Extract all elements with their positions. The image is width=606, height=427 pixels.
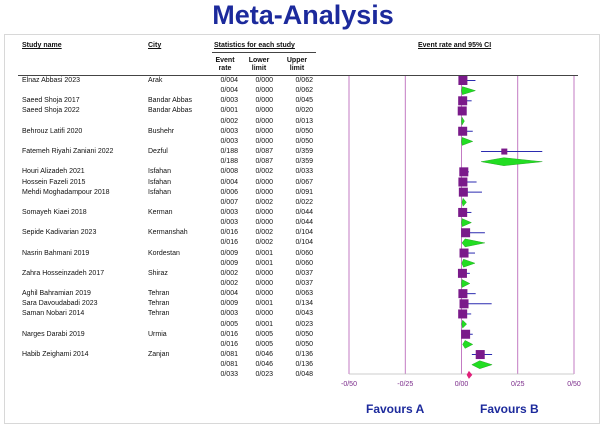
- city-cell: Zanjan: [148, 351, 170, 359]
- upper-limit-cell: 0/050: [295, 137, 313, 145]
- header-event-rate-line2: rate: [218, 65, 232, 72]
- event-rate-cell: 0/003: [220, 310, 238, 318]
- subgroup-diamond: [462, 239, 485, 247]
- lower-limit-cell: 0/000: [255, 137, 273, 145]
- event-rate-cell: 0/006: [220, 188, 238, 196]
- study-marker: [501, 149, 507, 155]
- lower-limit-cell: 0/005: [255, 340, 273, 348]
- upper-limit-cell: 0/050: [295, 127, 313, 135]
- study-marker: [458, 127, 467, 136]
- header-statistics: Statistics for each study: [214, 42, 295, 49]
- lower-limit-cell: 0/002: [255, 198, 273, 206]
- upper-limit-cell: 0/050: [295, 330, 313, 338]
- event-rate-cell: 0/003: [220, 219, 238, 227]
- subgroup-diamond: [463, 340, 473, 348]
- lower-limit-cell: 0/002: [255, 229, 273, 237]
- x-tick-label: -0/50: [341, 381, 357, 388]
- subgroup-diamond: [462, 280, 470, 288]
- lower-limit-cell: 0/002: [255, 168, 273, 176]
- upper-limit-cell: 0/037: [295, 269, 313, 277]
- city-cell: Tehran: [148, 290, 170, 298]
- subgroup-diamond: [462, 117, 465, 125]
- upper-limit-cell: 0/063: [295, 290, 313, 298]
- upper-limit-cell: 0/062: [295, 87, 313, 95]
- study-name-cell: Nasrin Bahmani 2019: [22, 249, 90, 257]
- upper-limit-cell: 0/136: [295, 361, 313, 369]
- city-cell: Isfahan: [148, 178, 171, 186]
- lower-limit-cell: 0/000: [255, 188, 273, 196]
- x-tick-label: 0/00: [454, 381, 469, 388]
- event-rate-cell: 0/033: [220, 371, 238, 379]
- study-name-cell: Houri Alizadeh 2021: [22, 168, 85, 176]
- study-name-cell: Behrouz Latifi 2020: [22, 127, 83, 135]
- study-name-cell: Fatemeh Riyahi Zaniani 2022: [22, 148, 114, 156]
- lower-limit-cell: 0/000: [255, 178, 273, 186]
- event-rate-cell: 0/008: [220, 168, 238, 176]
- study-marker: [459, 167, 468, 176]
- lower-limit-cell: 0/001: [255, 320, 273, 328]
- upper-limit-cell: 0/060: [295, 259, 313, 267]
- study-name-cell: Mehdi Moghadampour 2018: [22, 188, 110, 196]
- upper-limit-cell: 0/062: [295, 77, 313, 84]
- upper-limit-cell: 0/104: [295, 229, 313, 237]
- page-title: Meta-Analysis: [212, 0, 394, 30]
- upper-limit-cell: 0/023: [295, 320, 313, 328]
- event-rate-cell: 0/016: [220, 239, 238, 247]
- study-marker: [460, 249, 469, 258]
- upper-limit-cell: 0/044: [295, 208, 313, 216]
- study-marker: [458, 309, 467, 318]
- study-name-cell: Zahra Hosseinzadeh 2017: [22, 269, 105, 277]
- lower-limit-cell: 0/000: [255, 269, 273, 277]
- upper-limit-cell: 0/048: [295, 371, 313, 379]
- header-lower-limit-line2: limit: [251, 65, 267, 72]
- lower-limit-cell: 0/005: [255, 330, 273, 338]
- lower-limit-cell: 0/087: [255, 158, 273, 166]
- subgroup-diamond: [462, 198, 467, 206]
- header-city: City: [148, 42, 162, 49]
- lower-limit-cell: 0/001: [255, 300, 273, 308]
- header-lower-limit-line1: Lower: [248, 57, 270, 64]
- header-upper-limit-line2: limit: [289, 65, 305, 72]
- study-name-cell: Saeed Shoja 2022: [22, 107, 80, 115]
- event-rate-cell: 0/188: [220, 158, 238, 166]
- event-rate-cell: 0/004: [220, 290, 238, 298]
- header-study-name: Study name: [22, 42, 62, 49]
- study-name-cell: Aghil Bahramian 2019: [22, 290, 91, 298]
- city-cell: Kerman: [148, 208, 173, 216]
- event-rate-cell: 0/002: [220, 280, 238, 287]
- lower-limit-cell: 0/000: [255, 127, 273, 135]
- upper-limit-cell: 0/134: [295, 300, 313, 308]
- event-rate-cell: 0/009: [220, 259, 238, 267]
- lower-limit-cell: 0/000: [255, 280, 273, 287]
- event-rate-cell: 0/004: [220, 87, 238, 95]
- subgroup-diamond: [462, 219, 472, 227]
- city-cell: Arak: [148, 77, 163, 84]
- study-name-cell: Saeed Shoja 2017: [22, 97, 80, 105]
- upper-limit-cell: 0/067: [295, 178, 313, 186]
- header-plot: Event rate and 95% CI: [418, 42, 492, 49]
- event-rate-cell: 0/188: [220, 148, 238, 156]
- event-rate-cell: 0/005: [220, 320, 238, 328]
- upper-limit-cell: 0/045: [295, 97, 313, 105]
- study-marker: [458, 178, 467, 187]
- study-marker: [458, 269, 467, 278]
- event-rate-cell: 0/003: [220, 127, 238, 135]
- city-cell: Kermanshah: [148, 229, 188, 237]
- lower-limit-cell: 0/000: [255, 290, 273, 298]
- lower-limit-cell: 0/001: [255, 249, 273, 257]
- subgroup-diamond: [462, 259, 475, 267]
- study-marker: [476, 350, 485, 359]
- event-rate-cell: 0/004: [220, 178, 238, 186]
- study-marker: [460, 299, 469, 308]
- upper-limit-cell: 0/033: [295, 168, 313, 176]
- study-name-cell: Hossein Fazeli 2015: [22, 178, 86, 186]
- city-cell: Tehran: [148, 310, 170, 318]
- favours-a-label: Favours A: [366, 402, 425, 416]
- study-name-cell: Elnaz Abbasi 2023: [22, 77, 80, 84]
- study-marker: [461, 330, 470, 339]
- event-rate-cell: 0/009: [220, 249, 238, 257]
- event-rate-cell: 0/001: [220, 107, 238, 115]
- study-name-cell: Sepide Kadivarian 2023: [22, 229, 97, 237]
- city-cell: Bushehr: [148, 127, 175, 135]
- subgroup-diamond: [462, 320, 467, 328]
- upper-limit-cell: 0/050: [295, 340, 313, 348]
- study-marker: [461, 228, 470, 237]
- upper-limit-cell: 0/013: [295, 117, 313, 125]
- city-cell: Urmia: [148, 330, 167, 338]
- study-marker: [459, 188, 468, 197]
- subgroup-diamond: [462, 87, 476, 95]
- event-rate-cell: 0/003: [220, 208, 238, 216]
- event-rate-cell: 0/002: [220, 269, 238, 277]
- subgroup-diamond: [481, 158, 542, 166]
- lower-limit-cell: 0/000: [255, 117, 273, 125]
- lower-limit-cell: 0/000: [255, 77, 273, 84]
- study-name-cell: Habib Zeighami 2014: [22, 351, 89, 359]
- x-tick-label: 0/50: [567, 381, 581, 388]
- event-rate-cell: 0/004: [220, 77, 238, 84]
- event-rate-cell: 0/016: [220, 229, 238, 237]
- lower-limit-cell: 0/000: [255, 107, 273, 115]
- study-name-cell: Narges Darabi 2019: [22, 330, 85, 338]
- lower-limit-cell: 0/000: [255, 97, 273, 105]
- event-rate-cell: 0/016: [220, 340, 238, 348]
- event-rate-cell: 0/003: [220, 137, 238, 145]
- city-cell: Bandar Abbas: [148, 97, 192, 105]
- study-marker: [458, 76, 467, 85]
- city-cell: Shiraz: [148, 269, 168, 277]
- lower-limit-cell: 0/002: [255, 239, 273, 247]
- lower-limit-cell: 0/023: [255, 371, 273, 379]
- event-rate-cell: 0/081: [220, 351, 238, 359]
- x-tick-label: 0/25: [510, 381, 525, 388]
- study-marker: [458, 96, 467, 105]
- lower-limit-cell: 0/000: [255, 87, 273, 95]
- study-name-cell: Somayeh Kiaei 2018: [22, 208, 87, 216]
- event-rate-cell: 0/081: [220, 361, 238, 369]
- upper-limit-cell: 0/044: [295, 219, 313, 227]
- upper-limit-cell: 0/359: [295, 148, 313, 156]
- study-name-cell: Saman Nobari 2014: [22, 310, 85, 318]
- event-rate-cell: 0/009: [220, 300, 238, 308]
- upper-limit-cell: 0/060: [295, 249, 313, 257]
- study-marker: [458, 208, 467, 217]
- subgroup-diamond: [472, 361, 492, 369]
- city-cell: Bandar Abbas: [148, 107, 192, 115]
- upper-limit-cell: 0/091: [295, 188, 313, 196]
- upper-limit-cell: 0/043: [295, 310, 313, 318]
- city-cell: Isfahan: [148, 168, 171, 176]
- city-cell: Dezful: [148, 148, 168, 156]
- event-rate-cell: 0/016: [220, 330, 238, 338]
- study-marker: [458, 106, 467, 115]
- upper-limit-cell: 0/037: [295, 280, 313, 287]
- event-rate-cell: 0/003: [220, 97, 238, 105]
- lower-limit-cell: 0/000: [255, 310, 273, 318]
- city-cell: Tehran: [148, 300, 170, 308]
- event-rate-cell: 0/007: [220, 198, 238, 206]
- lower-limit-cell: 0/046: [255, 361, 273, 369]
- header-event-rate-line1: Event: [215, 57, 235, 64]
- lower-limit-cell: 0/087: [255, 148, 273, 156]
- upper-limit-cell: 0/104: [295, 239, 313, 247]
- lower-limit-cell: 0/000: [255, 219, 273, 227]
- city-cell: Kordestan: [148, 249, 180, 257]
- overall-diamond: [467, 371, 473, 379]
- header-upper-limit-line1: Upper: [286, 57, 308, 64]
- study-name-cell: Sara Davoudabadi 2023: [22, 300, 98, 308]
- upper-limit-cell: 0/022: [295, 198, 313, 206]
- study-marker: [458, 289, 467, 298]
- favours-b-label: Favours B: [480, 402, 539, 416]
- lower-limit-cell: 0/001: [255, 259, 273, 267]
- lower-limit-cell: 0/046: [255, 351, 273, 359]
- x-tick-label: -0/25: [397, 381, 414, 388]
- event-rate-cell: 0/002: [220, 117, 238, 125]
- subgroup-diamond: [462, 137, 473, 145]
- upper-limit-cell: 0/136: [295, 351, 313, 359]
- lower-limit-cell: 0/000: [255, 208, 273, 216]
- upper-limit-cell: 0/020: [295, 107, 313, 115]
- upper-limit-cell: 0/359: [295, 158, 313, 166]
- city-cell: Isfahan: [148, 188, 171, 196]
